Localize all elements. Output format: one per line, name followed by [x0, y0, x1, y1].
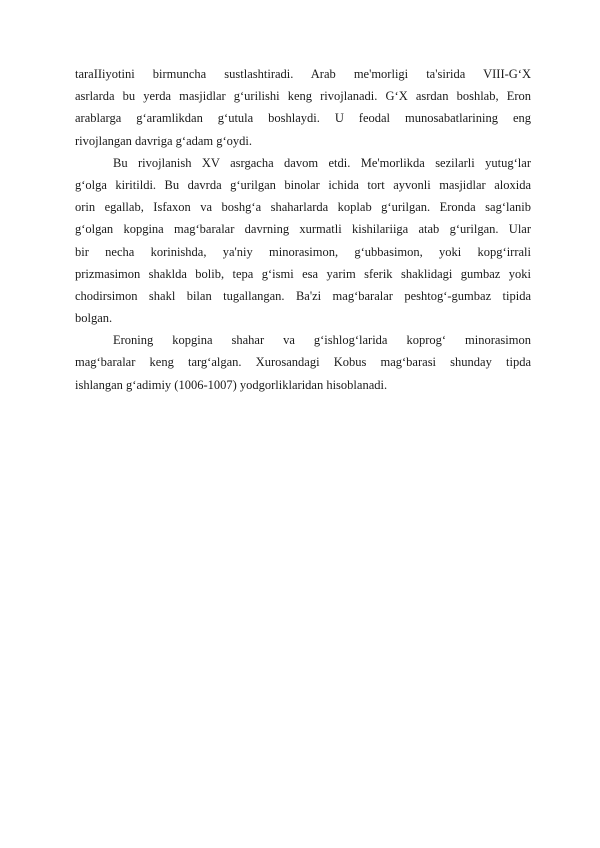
- text-line: g‘olga kiritildi. Bu davrda g‘urilgan binolar ichida tort ayvonli masjidlar aloxida: [75, 177, 531, 192]
- text-line: bir necha korinishda, ya'niy minorasimon, g‘ubbasimon, yoki kopg‘irrali: [75, 244, 531, 259]
- text-line: orin egallab, Isfaxon va boshg‘a shaharlarda koplab g‘urilgan. Eronda sag‘lanib: [75, 200, 531, 215]
- text-line: chodirsimon shakl bilan tugallangan. Ba'zi mag‘baralar peshtog‘-gumbaz tipida: [75, 288, 531, 303]
- text-line: g‘olgan kopgina mag‘baralar davrning xurmatli kishilariiga atab g‘urilgan. Ular: [75, 222, 531, 237]
- text-line: bolgan.: [75, 311, 113, 326]
- paragraph-start-line: Eroning kopgina shahar va g‘ishlog‘larida koprog‘ minorasimon: [113, 333, 531, 348]
- text-line: asrlarda bu yerda masjidlar g‘urilishi keng rivojlanadi. G‘X asrdan boshlab, Eron: [75, 89, 531, 104]
- paragraph-start-line: Bu rivojlanish XV asrgacha davom etdi. Me'morlikda sezilarli yutug‘lar: [113, 155, 531, 170]
- body-text: [75, 63, 531, 396]
- text-line: ishlangan g‘adimiy (1006-1007) yodgorliklaridan hisoblanadi.: [75, 377, 388, 392]
- text-line: mag‘baralar keng targ‘algan. Xurosandagi Kobus mag‘barasi shunday tipda: [75, 355, 531, 370]
- text-line: prizmasimon shaklda bolib, tepa g‘ismi esa yarim sferik shaklidagi gumbaz yoki: [75, 266, 531, 281]
- text-line: arablarga g‘aramlikdan g‘utula boshlaydi. U feodal munosabatlarining eng: [75, 111, 531, 126]
- text-line: taraIIiyotini birmuncha sustlashtiradi. Arab me'morligi ta'sirida VIII-G‘X: [75, 67, 531, 81]
- text-line: rivojlangan davriga g‘adam g‘oydi.: [75, 133, 253, 148]
